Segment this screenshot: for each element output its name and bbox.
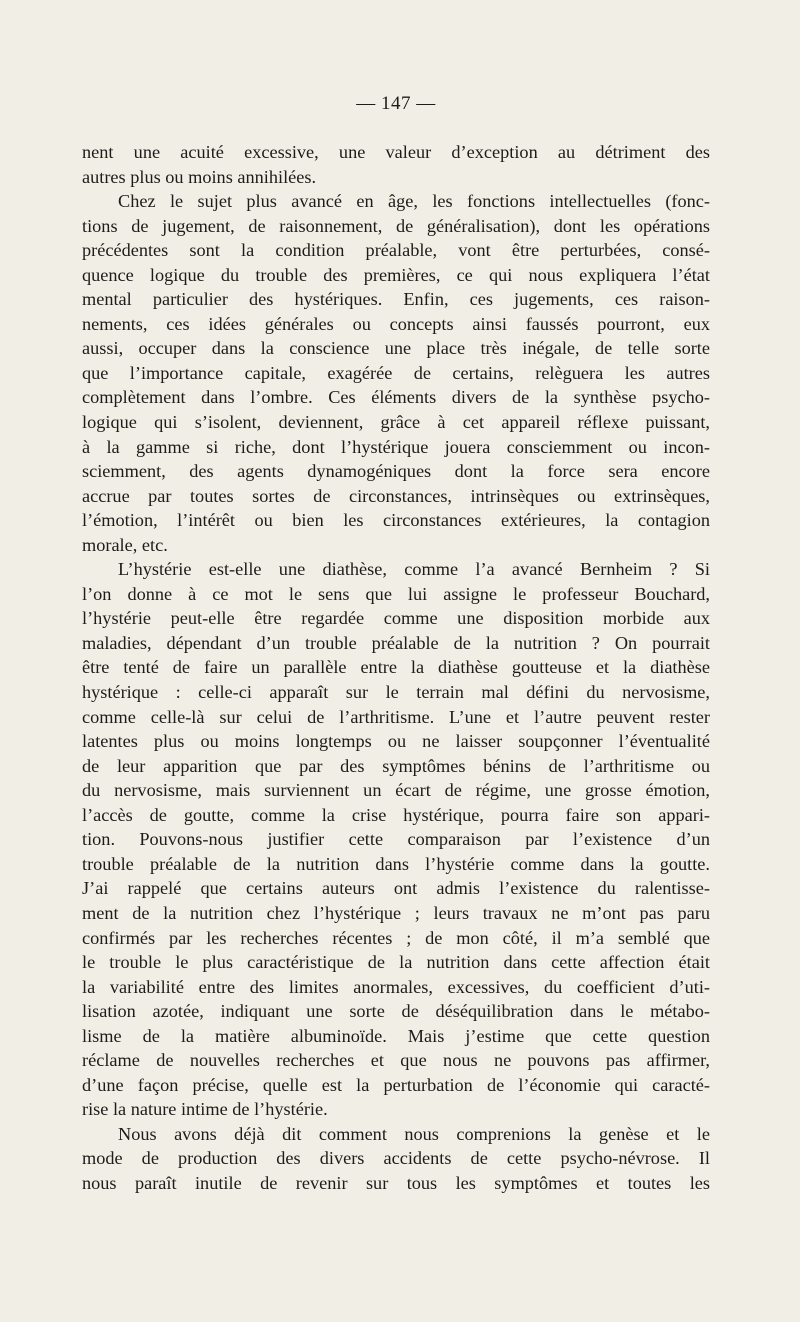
- text-line: réclame de nouvelles recherches et que nous ne pouvons pas affirmer,: [82, 1050, 710, 1071]
- text-line: accrue par toutes sortes de circonstances, intrinsèques ou extrinsèques,: [82, 485, 710, 506]
- text-line: maladies, dépendant d’un trouble préalable de la nutrition ? On pourrait: [82, 632, 710, 653]
- text-line: que l’importance capitale, exagérée de certains, relèguera les autres: [82, 362, 710, 383]
- text-line: complètement dans l’ombre. Ces éléments divers de la synthèse psycho-: [82, 387, 710, 408]
- text-line: l’émotion, l’intérêt ou bien les circonstances extérieures, la contagion: [82, 510, 710, 531]
- text-line: mental particulier des hystériques. Enfin, ces jugements, ces raison-: [82, 289, 710, 310]
- body-text: [82, 140, 710, 1196]
- text-line: morale, etc.: [82, 534, 168, 555]
- text-line: Chez le sujet plus avancé en âge, les fonctions intellectuelles (fonc-: [118, 191, 710, 212]
- text-line: latentes plus ou moins longtemps ou ne laisser soupçonner l’éventualité: [82, 731, 710, 752]
- text-line: hystérique : celle-ci apparaît sur le terrain mal défini du nervosisme,: [82, 682, 710, 703]
- text-line: du nervosisme, mais surviennent un écart de régime, une grosse émotion,: [82, 780, 710, 801]
- text-line: nements, ces idées générales ou concepts ainsi faussés pourront, eux: [82, 313, 710, 334]
- text-line: précédentes sont la condition préalable, vont être perturbées, consé-: [82, 240, 710, 261]
- text-line: nous paraît inutile de revenir sur tous les symptômes et toutes les: [82, 1172, 710, 1193]
- text-line: tion. Pouvons-nous justifier cette comparaison par l’existence d’un: [82, 829, 710, 850]
- text-line: ment de la nutrition chez l’hystérique ; leurs travaux ne m’ont pas paru: [82, 902, 710, 923]
- text-line: le trouble le plus caractéristique de la nutrition dans cette affection était: [82, 952, 710, 973]
- text-line: mode de production des divers accidents de cette psycho-névrose. Il: [82, 1148, 710, 1169]
- text-line: être tenté de faire un parallèle entre la diathèse goutteuse et la diathèse: [82, 657, 710, 678]
- text-line: J’ai rappelé que certains auteurs ont admis l’existence du ralentisse-: [82, 878, 710, 899]
- text-line: Nous avons déjà dit comment nous comprenions la genèse et le: [118, 1123, 710, 1144]
- text-line: sciemment, des agents dynamogéniques dont la force sera encore: [82, 461, 710, 482]
- text-line: lisme de la matière albuminoïde. Mais j’estime que cette question: [82, 1025, 710, 1046]
- text-line: L’hystérie est-elle une diathèse, comme l’a avancé Bernheim ? Si: [118, 559, 710, 580]
- text-line: rise la nature intime de l’hystérie.: [82, 1099, 328, 1120]
- text-line: de leur apparition que par des symptômes bénins de l’arthritisme ou: [82, 755, 710, 776]
- text-line: aussi, occuper dans la conscience une place très inégale, de telle sorte: [82, 338, 710, 359]
- text-line: comme celle-là sur celui de l’arthritisme. L’une et l’autre peuvent rester: [82, 706, 710, 727]
- text-line: quence logique du trouble des premières, ce qui nous expliquera l’état: [82, 264, 710, 285]
- text-line: l’on donne à ce mot le sens que lui assigne le professeur Bouchard,: [82, 583, 710, 604]
- page-number: — 147 —: [356, 93, 436, 114]
- text-line: la variabilité entre des limites anormales, excessives, du coefficient d’uti-: [82, 976, 710, 997]
- book-page: [82, 92, 710, 1196]
- text-line: l’accès de goutte, comme la crise hystérique, pourra faire son appari-: [82, 804, 710, 825]
- text-line: nent une acuité excessive, une valeur d’exception au détriment des: [82, 142, 710, 162]
- text-line: confirmés par les recherches récentes ; de mon côté, il m’a semblé que: [82, 927, 710, 948]
- text-line: l’hystérie peut-elle être regardée comme une disposition morbide aux: [82, 608, 710, 629]
- text-line: à la gamme si riche, dont l’hystérique jouera consciemment ou incon-: [82, 436, 710, 457]
- text-line: lisation azotée, indiquant une sorte de déséquilibration dans le métabo-: [82, 1001, 710, 1022]
- text-line: logique qui s’isolent, deviennent, grâce à cet appareil réflexe puissant,: [82, 412, 710, 433]
- text-line: autres plus ou moins annihilées.: [82, 166, 317, 187]
- text-line: tions de jugement, de raisonnement, de généralisation), dont les opérations: [82, 215, 710, 236]
- text-line: trouble préalable de la nutrition dans l’hystérie comme dans la goutte.: [82, 853, 710, 874]
- text-line: d’une façon précise, quelle est la perturbation de l’économie qui caracté-: [82, 1074, 710, 1095]
